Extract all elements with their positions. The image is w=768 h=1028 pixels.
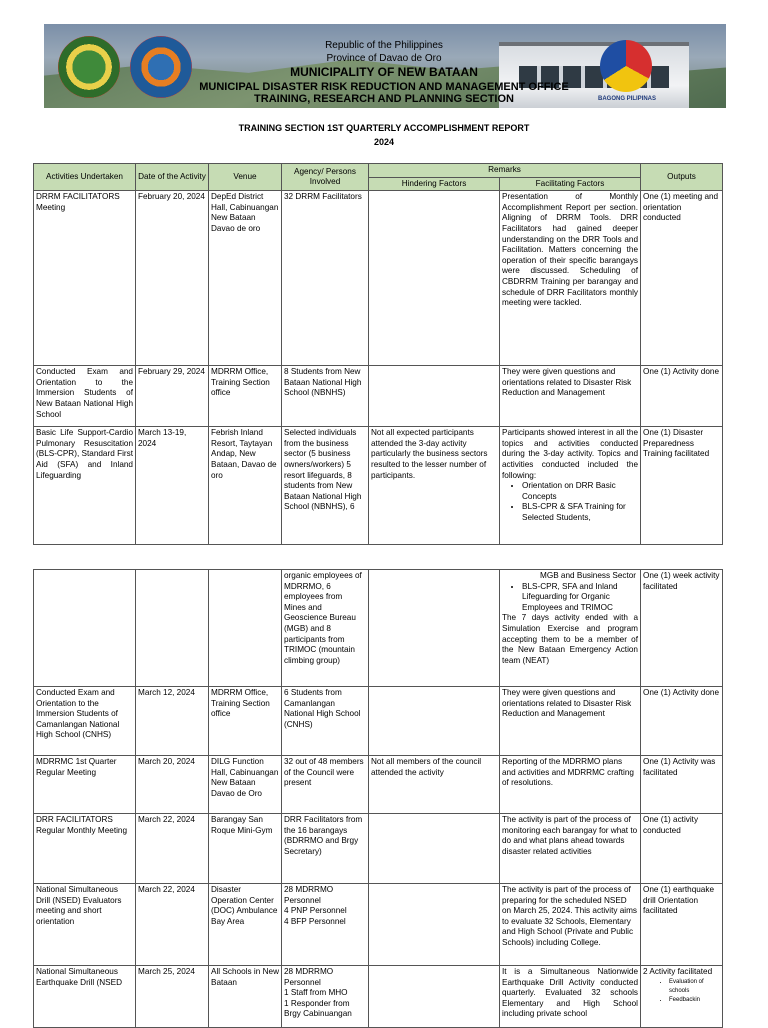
list-item: • BLS-CPR & SFA Training for Selected Students, (522, 502, 638, 523)
col-header-date: Date of the Activity (136, 164, 209, 191)
cell-hindering (369, 884, 500, 966)
cell-output (641, 966, 723, 1028)
cell-date: March 22, 2024 (136, 884, 209, 966)
cell-agency: 6 Students from Camanlangan National High School (CNHS) (282, 687, 369, 756)
cell-agency: 32 DRRM Facilitators (282, 191, 369, 366)
cell-hindering (369, 687, 500, 756)
list-item: • Evaluation of schools (669, 978, 720, 996)
table-row (34, 366, 723, 427)
col-header-hindering: Hindering Factors (369, 177, 500, 191)
cell-activity: Conducted Exam and Orientation to the Immersion Students of Camanlangan National High School (CNHS) (34, 687, 136, 756)
list-item: • Feedbackin (669, 996, 720, 1005)
cell-facilitating: Reporting of the MDRRMO plans and activities and MDRRMC crafting of resolutions. (500, 756, 641, 814)
cell-facilitating: They were given questions and orientations related to Disaster Risk Reduction and Management (500, 366, 641, 427)
col-header-agency: Agency/ Persons Involved (282, 164, 369, 191)
col-header-outputs: Outputs (641, 164, 723, 191)
table-row (34, 191, 723, 366)
cell-facilitating: Presentation of Monthly Accomplishment Report per section. Aligning of DRRM Tools. DRR Facilitators had gained deeper understanding on the DRR Tools and Facilitation. Matters concerning the operation of their specific barangays were discussed. Scheduling of CBDRRM Training per barangay and schedule of DRR Facilitators monthly meeting were tackled. (500, 191, 641, 366)
cell-output: One (1) Disaster Preparedness Training facilitated (641, 427, 723, 545)
output-text: 2 Activity facilitated (643, 967, 713, 976)
cell-activity: Basic Life Support-Cardio Pulmonary Resuscitation (BLS-CPR), Standard First Aid (SFA) and Inland Lifeguarding (34, 427, 136, 545)
col-header-venue: Venue (209, 164, 282, 191)
cell-date: March 20, 2024 (136, 756, 209, 814)
cell-output: One (1) Activity done (641, 366, 723, 427)
cell-hindering: Not all members of the council attended the activity (369, 756, 500, 814)
cell-venue: MDRRM Office, Training Section office (209, 687, 282, 756)
facilitating-bullets (502, 481, 638, 523)
cell-date (136, 570, 209, 687)
facilitating-text: The 7 days activity ended with a Simulation Exercise and program accepting them to be a member of the New Bataan Emergency Action team (NEAT) (502, 613, 638, 665)
cell-output: One (1) activity conducted (641, 814, 723, 884)
cell-output: One (1) Activity was facilitated (641, 756, 723, 814)
cell-activity: DRR FACILITATORS Regular Monthly Meeting (34, 814, 136, 884)
col-header-activities: Activities Undertaken (34, 164, 136, 191)
table-row (34, 966, 723, 1028)
cell-facilitating: The activity is part of the process of preparing for the scheduled NSED on March 25, 2024. This activity aims to evaluate 32 Schools, Elementary and High School (Private and Public Schools) including College. (500, 884, 641, 966)
cell-date: March 25, 2024 (136, 966, 209, 1028)
facilitating-text: Participants showed interest in all the topics and activities conducted during the 3-day activity. Topics and activities conducted included the following: (502, 428, 639, 480)
cell-date: March 13-19, 2024 (136, 427, 209, 545)
cell-activity: National Simultaneous Earthquake Drill (NSED (34, 966, 136, 1028)
cell-agency: Selected individuals from the business sector (5 business owners/workers) 5 resort lifeguards, 8 students from New Bataan National High School (NBNHS), 6 (282, 427, 369, 545)
cell-hindering (369, 366, 500, 427)
col-header-facilitating: Facilitating Factors (500, 177, 641, 191)
cell-activity (34, 570, 136, 687)
cell-hindering: Not all expected participants attended the 3-day activity particularly the business sectors resulted to the lesser number of participants. (369, 427, 500, 545)
header-municipality: MUNICIPALITY OF NEW BATAAN (290, 65, 478, 79)
output-bullets (643, 978, 720, 1005)
cell-date: February 29, 2024 (136, 366, 209, 427)
col-header-remarks: Remarks (369, 164, 641, 178)
list-item: • BLS-CPR, SFA and Inland Lifeguarding for Organic Employees and TRIMOC (522, 582, 638, 614)
cell-facilitating: It is a Simultaneous Nationwide Earthquake Drill Activity conducted quarterly. Evaluated 32 schools Elementary and High School including private school (500, 966, 641, 1028)
cell-hindering (369, 814, 500, 884)
cell-venue: All Schools in New Bataan (209, 966, 282, 1028)
facilitating-lead: MGB and Business Sector (540, 571, 637, 580)
cell-facilitating (500, 570, 641, 687)
cell-venue: Disaster Operation Center (DOC) Ambulance Bay Area (209, 884, 282, 966)
cell-venue: DILG Function Hall, Cabinuangan New Bataan Davao de Oro (209, 756, 282, 814)
cell-activity: Conducted Exam and Orientation to the Immersion Students of New Bataan National High School (34, 366, 136, 427)
cell-facilitating: They were given questions and orientations related to Disaster Risk Reduction and Management (500, 687, 641, 756)
cell-facilitating: The activity is part of the process of monitoring each barangay for what to do and what plans ahead towards disaster related activities (500, 814, 641, 884)
cell-venue: Barangay San Roque Mini-Gym (209, 814, 282, 884)
cell-output: One (1) earthquake drill Orientation facilitated (641, 884, 723, 966)
cell-agency: 8 Students from New Bataan National High School (NBNHS) (282, 366, 369, 427)
table-row (34, 884, 723, 966)
cell-output: One (1) meeting and orientation conducted (641, 191, 723, 366)
cell-venue: MDRRM Office, Training Section office (209, 366, 282, 427)
report-year: 2024 (373, 137, 395, 147)
cell-agency: DRR Facilitators from the 16 barangays (BDRRMO and Brgy Secretary) (282, 814, 369, 884)
table-row (34, 687, 723, 756)
table-row (34, 427, 723, 545)
cell-agency: 28 MDRRMO Personnel 1 Staff from MHO 1 Responder from Brgy Cabinuangan (282, 966, 369, 1028)
cell-output: One (1) Activity done (641, 687, 723, 756)
cell-activity: DRRM FACILITATORS Meeting (34, 191, 136, 366)
cell-facilitating (500, 427, 641, 545)
accomplishment-table-page1 (33, 163, 723, 545)
cell-date: February 20, 2024 (136, 191, 209, 366)
list-item: • Orientation on DRR Basic Concepts (522, 481, 638, 502)
cell-agency: 28 MDRRMO Personnel 4 PNP Personnel 4 BFP Personnel (282, 884, 369, 966)
report-title: TRAINING SECTION 1ST QUARTERLY ACCOMPLISHMENT REPORT (238, 123, 530, 133)
cell-venue: Febrish Inland Resort, Taytayan Andap, New Bataan, Davao de oro (209, 427, 282, 545)
header-office: MUNICIPAL DISASTER RISK REDUCTION AND MANAGEMENT OFFICE (199, 81, 569, 93)
cell-venue: DepEd District Hall, Cabinuangan New Bataan Davao de oro (209, 191, 282, 366)
cell-hindering (369, 570, 500, 687)
accomplishment-table-page2 (33, 569, 723, 1028)
table-row (34, 570, 723, 687)
cell-activity: National Simultaneous Drill (NSED) Evaluators meeting and short orientation (34, 884, 136, 966)
cell-date: March 22, 2024 (136, 814, 209, 884)
cell-agency: organic employees of MDRRMO, 6 employees from Mines and Geoscience Bureau (MGB) and 8 participants from TRIMOC (mountain climbing group) (282, 570, 369, 687)
header-republic: Republic of the Philippines (325, 40, 443, 51)
table-row (34, 756, 723, 814)
facilitating-bullets (502, 582, 638, 614)
cell-hindering (369, 966, 500, 1028)
cell-output: One (1) week activity facilitated (641, 570, 723, 687)
cell-agency: 32 out of 48 members of the Council were present (282, 756, 369, 814)
table-row (34, 814, 723, 884)
bagong-pilipinas-label: BAGONG PILIPINAS (597, 96, 656, 102)
cell-venue (209, 570, 282, 687)
cell-activity: MDRRMC 1st Quarter Regular Meeting (34, 756, 136, 814)
cell-hindering (369, 191, 500, 366)
cell-date: March 12, 2024 (136, 687, 209, 756)
header-province: Province of Davao de Oro (326, 53, 442, 64)
header-section: TRAINING, RESEARCH AND PLANNING SECTION (254, 93, 514, 105)
